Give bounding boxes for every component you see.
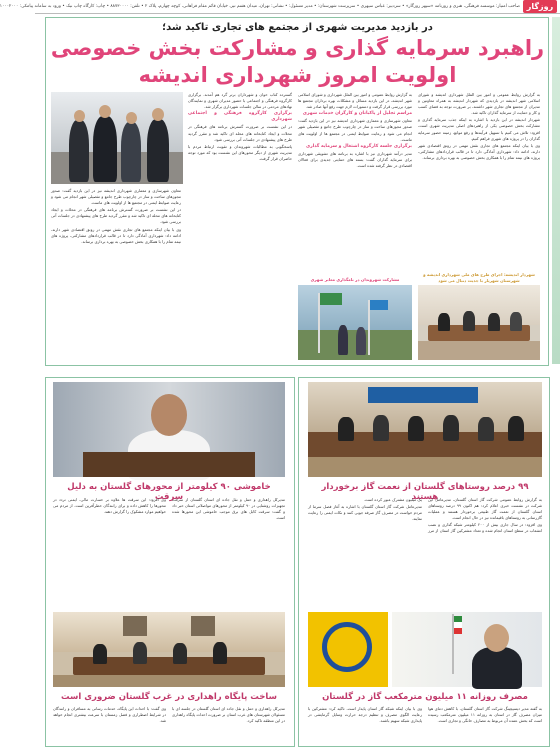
paragraph: مدیرکل راهداری و حمل و نقل جاده ای استان گلستان از سرقت تجهیزات روشنایی در ۹۰ کیلومتر از محورهای مواصلاتی استان خبر داد و گفت: سرقت کابل های برق موجب خاموشی این محورها شده است.	[172, 497, 285, 521]
gas-article-body	[308, 497, 542, 609]
road-base-title[interactable]: ساخت پایگاه راهداری در غرب گلستان ضروری است	[53, 692, 285, 702]
road-meeting-photo[interactable]	[53, 612, 285, 687]
kicker: در بازدید مدیریت شهری از مجتمع های تجاری تاکید شد؛	[162, 22, 433, 33]
road-official-photo[interactable]	[53, 382, 285, 477]
paragraph: وی با بیان اینکه شبکه گاز استان پایدار است، تاکید کرد: مشترکین با رعایت الگوی مصرف و تنظیم درجه حرارت وسایل گرمایشی در پایداری شبکه سهیم باشند.	[308, 706, 422, 724]
paragraph: شهردار اندیشه در این بازدید با اشاره به اینکه جذب سرمایه گذاری و مشارکت بخش خصوصی یکی از راهبردهای اصلی مدیریت شهری است، افزود: تلاش می کنیم با تسهیل فرآیندها و رفع موانع، زمینه حضور سرمایه گذاران را در پروژه های شهری فراهم کنیم.	[418, 117, 540, 141]
photo-caption: شهردار اندیشه: اجرای طرح های ملی شهرداری اندیشه و شهرستان شهریار با جدیت دنبال می شود	[423, 272, 535, 283]
paragraph: به گزارش روابط عمومی و امور بین الملل شهرداری اندیشه و شورای اسلامی شهر اندیشه در بازدیدی که شهردار اندیشه به همراه معاونین و مدیران از مجتمع های تجاری شهر داشتند، بر ضرورت توجه به فضای کسب و کار و حمایت از سرمایه گذاران تاکید شد.	[418, 92, 540, 116]
paragraph: وی افزود: این سرقت ها علاوه بر خسارت مالی، ایمنی تردد در محورها را کاهش داده و برای رانندگان خطرآفرین است. از مردم می خواهیم موارد مشکوک را گزارش دهند.	[53, 497, 166, 515]
paragraph: وی گفت: با احداث این پایگاه، خدمات رسانی به مسافران و رانندگان در شرایط اضطراری و فصل زمستان با سرعت بیشتری انجام خواهد شد.	[53, 706, 166, 724]
paragraph: مدیرعامل شرکت گاز استان گلستان با اشاره به آغاز فصل سرما از مردم خواست در مصرف گاز صرفه جویی کنند و نکات ایمنی را رعایت نمایند.	[308, 504, 422, 522]
road-article-title[interactable]: خاموشی ۹۰ کیلومتر از محورهای گلستان به دلیل سرقت	[53, 482, 285, 502]
article-column-middle	[298, 92, 412, 302]
paragraph: معاون شهرسازی و معماری شهرداری اندیشه نیز در این بازدید گفت: صدور مجوزهای ساخت و ساز در چارچوب طرح جامع و تفصیلی شهر انجام می شود و رعایت ضوابط ایمنی در مجتمع ها از اولویت های ماست.	[51, 188, 181, 206]
gas-article-title[interactable]: ۹۹ درصد روستاهای گلستان از نعمت گاز برخوردار هستند	[308, 482, 542, 502]
road-article-body	[53, 497, 285, 607]
photo-caption: مشارکت شهروندان در نامگذاری معابر شهری	[310, 277, 400, 282]
officials-walking-photo[interactable]	[51, 92, 183, 184]
subheading: برگزاری جلسه کارگروه اشتغال و سرمایه گذاری	[305, 143, 412, 149]
paragraph: معاون شهرسازی و معماری شهرداری اندیشه نیز در این بازدید گفت: صدور مجوزهای ساخت و ساز در چارچوب طرح جامع و تفصیلی شهر انجام می شود و رعایت ضوابط ایمنی در مجتمع ها از اولویت های ماست.	[298, 118, 412, 142]
paragraph: وی افزود: در سال جاری بیش از ۲۰۰ کیلومتر شبکه گذاری و نصب انشعاب در سطح استان انجام شده و تعداد مشترکین گاز استان از مرز یک میلیون مشترک عبور کرده است.	[363, 497, 542, 534]
paragraph: وی با بیان اینکه مجتمع های تجاری نقش مهمی در رونق اقتصادی شهر دارند، ادامه داد: شهرداری آمادگی دارد تا در قالب قراردادهای مشارکتی، پروژه های نیمه تمام را با همکاری بخش خصوصی به بهره برداری برساند.	[418, 142, 540, 160]
paragraph: مدیر درآمد شهرداری نیز با اشاره به برنامه های تشویقی شهرداری برای سرمایه گذاران گفت: بسته های حمایتی جدیدی برای فعالان اقتصادی در نظر گرفته شده است.	[298, 150, 412, 169]
headline-line-2[interactable]: اولویت امروز شهرداری اندیشه	[138, 63, 457, 87]
headline-line-1[interactable]: راهبرد سرمایه گذاری و مشارکت بخش خصوصی	[50, 36, 545, 60]
road-base-body	[53, 706, 285, 744]
meeting-room-photo[interactable]	[418, 285, 540, 360]
article-column-right	[418, 92, 540, 280]
newspaper-logo[interactable]: روزگار	[523, 0, 557, 13]
gas-consumption-title[interactable]: مصرف روزانه ۱۱ میلیون مترمکعب گاز در گلستان	[308, 692, 542, 702]
gas-meeting-photo[interactable]	[308, 382, 542, 477]
article-column-far-left	[51, 188, 181, 360]
subheading: برگزاری کارگروه فرهنگی و اجتماعی شهرداری	[188, 111, 292, 123]
paragraph: به گزارش روابط عمومی و امور بین الملل شهرداری و شورای اسلامی شهر اندیشه، در این بازدید مسائل و مشکلات بهره برداران مجتمع ها مورد بررسی قرار گرفت و دستورات لازم جهت رفع آنها صادر شد.	[298, 92, 412, 110]
paragraph: به گفته مدیر دیسپچینگ شرکت گاز استان گلستان، با کاهش دمای هوا میزان مصرف گاز در استان به روزانه ۱۱ میلیون مترمکعب رسیده است که بخش عمده آن مربوط به مصارف خانگی و تجاری است.	[428, 706, 542, 724]
gas-logo-banner	[308, 612, 388, 687]
paragraph: به گزارش روابط عمومی شرکت گاز استان گلستان، مدیرعامل این شرکت در نشست خبری اعلام کرد: هم اکنون ۹۹ درصد روستاهای استان گلستان از نعمت گاز طبیعی برخوردار هستند و عملیات گازرسانی به روستاهای باقیمانده نیز در حال انجام است.	[428, 497, 542, 521]
article-column-left	[188, 92, 292, 362]
gas-consumption-body	[308, 706, 542, 744]
flag-ceremony-photo[interactable]	[298, 285, 412, 360]
masthead-info: صاحب امتیاز: موسسه فرهنگی، هنری و روزنامه «سپهر روزگار» • سردبیر: عباس سپهری • سرپرست شهرستان: • مدیر مسئول: • نشانی: تهران، میدان هفتم تیر، خیابان قائم مقام فراهانی، کوچه چهارم، پلاک ۲ • تلفن: ۸۸۷۳۰۰۰۰ • چاپ: کارگاه چاپ نیک • ورود به سامانه پیامکی: ۱۰۰۰۲۰۰۰	[0, 4, 520, 9]
paragraph: در این نشست بر ضرورت گسترش برنامه های فرهنگی در محلات و ایجاد کتابخانه های محله ای تاکید شد و مقرر گردید طرح های پیشنهادی در جلسات آتی بررسی شود.	[188, 124, 292, 142]
paragraph: در این نشست بر ضرورت گسترش برنامه های فرهنگی در محلات و ایجاد کتابخانه های محله ای تاکید شد و مقرر گردید طرح های پیشنهادی در جلسات آتی بررسی شود.	[51, 207, 181, 225]
gas-official-photo[interactable]	[392, 612, 542, 687]
paragraph: مدیرکل راهداری و حمل و نقل جاده ای استان گلستان در جلسه ای با مسئولان شهرستان های غرب استان بر ضرورت احداث پایگاه راهداری در این منطقه تاکید کرد.	[172, 706, 285, 724]
paragraph: گسترده کتاب خوان و شهرداران برتر گرد هم آمدند. برگزاری کارگروه فرهنگی و اجتماعی با حضور مدیران شهری و نمایندگان نهادهای مردمی در سالن جلسات شهرداری برگزار شد.	[188, 92, 292, 110]
paragraph: وی با بیان اینکه مجتمع های تجاری نقش مهمی در رونق اقتصادی شهر دارند، ادامه داد: شهرداری آمادگی دارد تا در قالب قراردادهای مشارکتی، پروژه های نیمه تمام را با همکاری بخش خصوصی به بهره برداری برساند.	[51, 226, 181, 244]
subheading: مراسم تجلیل از پاکبانان و کارگران خدمات شهری	[302, 111, 412, 117]
paragraph: پاسخگویی به مطالبات شهروندان و تقویت ارتباط مردم با مدیریت شهری از دیگر محورهای این نشست بود که مورد توجه حاضران قرار گرفت.	[188, 143, 292, 161]
